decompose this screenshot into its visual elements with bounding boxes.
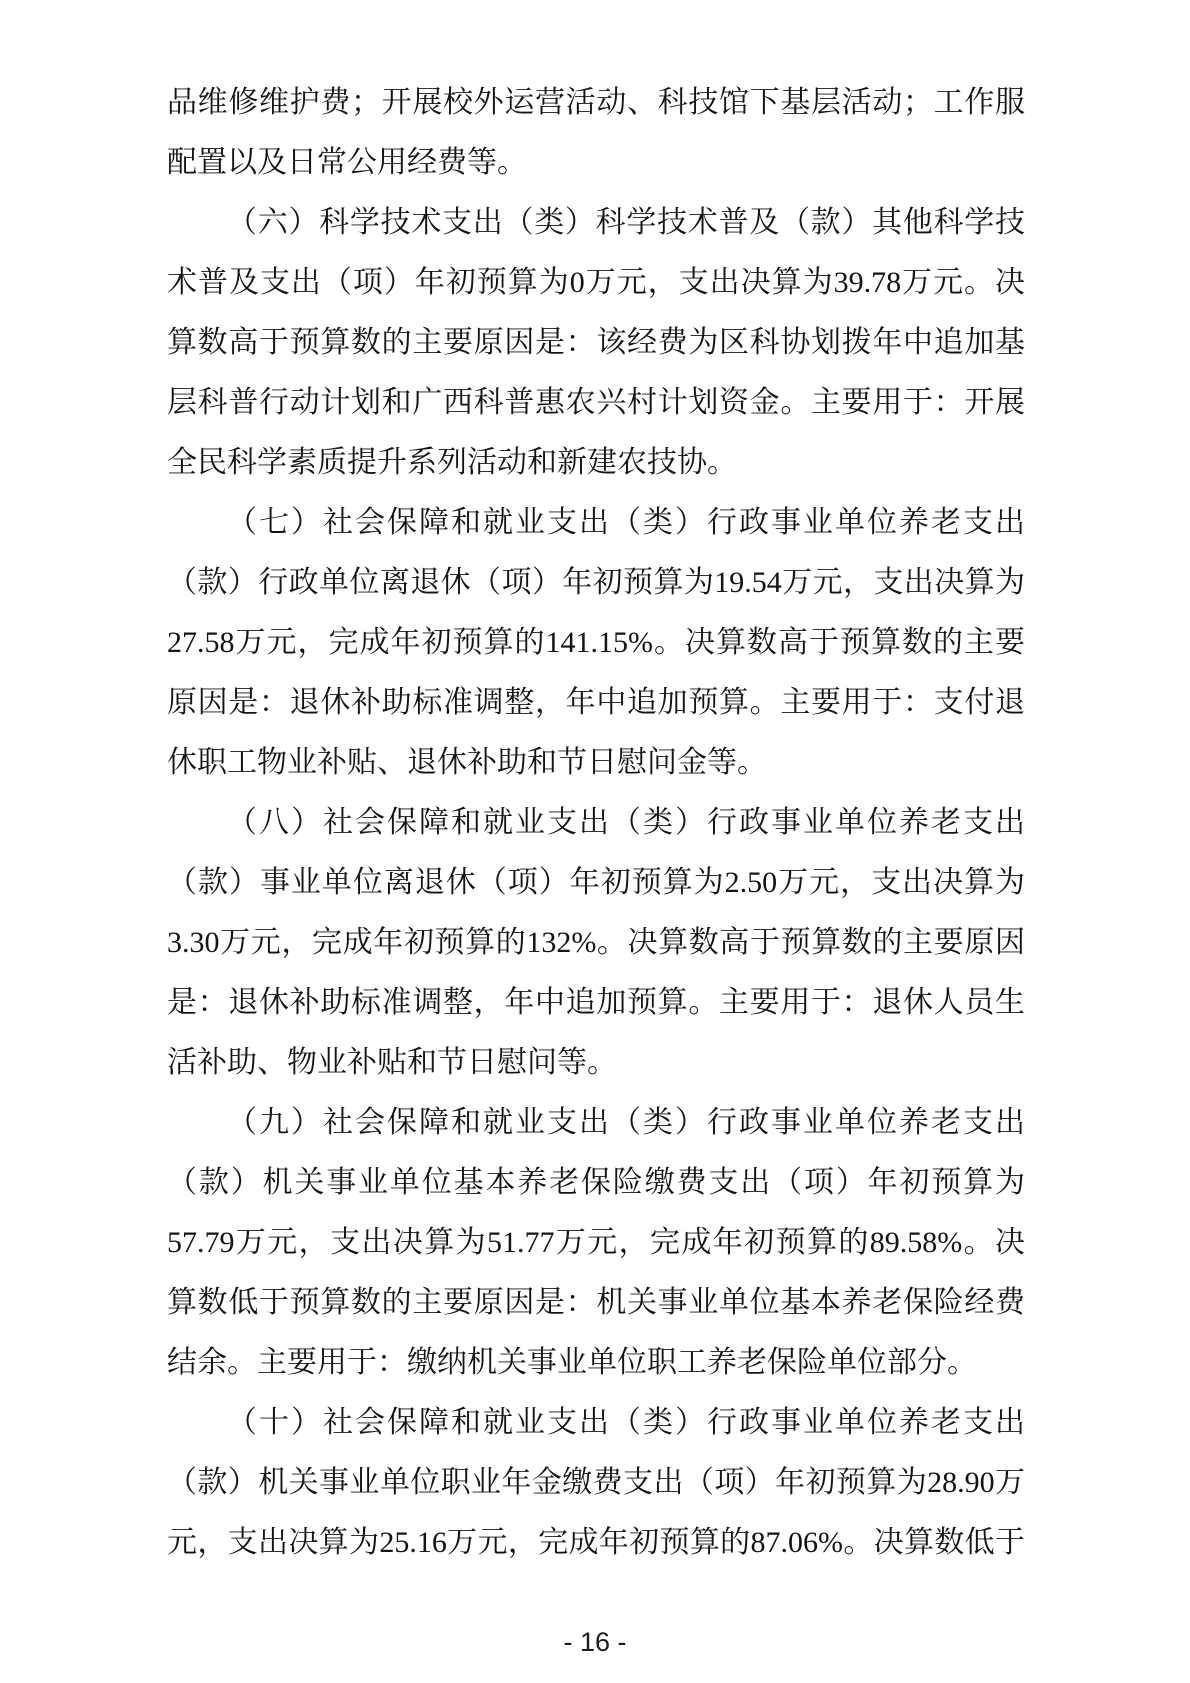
text-line: 27.58万元，完成年初预算的141.15%。决算数高于预算数的主要 <box>167 626 1025 659</box>
text-line: （款）事业单位离退休（项）年初预算为2.50万元，支出决算为 <box>167 866 1025 899</box>
document-body <box>167 73 1025 1573</box>
text-line: 结余。主要用于：缴纳机关事业单位职工养老保险单位部分。 <box>167 1346 977 1379</box>
text-line-paragraph-start: （十）社会保障和就业支出（类）行政事业单位养老支出 <box>227 1406 1025 1439</box>
text-line: （款）机关事业单位职业年金缴费支出（项）年初预算为28.90万 <box>167 1466 1025 1499</box>
text-line: 术普及支出（项）年初预算为0万元，支出决算为39.78万元。决 <box>167 266 1025 299</box>
text-line-paragraph-start: （九）社会保障和就业支出（类）行政事业单位养老支出 <box>227 1106 1025 1139</box>
text-line: 是：退休补助标准调整，年中追加预算。主要用于：退休人员生 <box>167 986 1025 1019</box>
text-line: 配置以及日常公用经费等。 <box>167 146 527 179</box>
text-line: 算数高于预算数的主要原因是：该经费为区科协划拨年中追加基 <box>167 326 1025 359</box>
text-line: 休职工物业补贴、退休补助和节日慰问金等。 <box>167 746 767 779</box>
text-line-paragraph-start: （七）社会保障和就业支出（类）行政事业单位养老支出 <box>227 506 1025 539</box>
page-footer <box>0 1622 1190 1662</box>
text-line: 算数低于预算数的主要原因是：机关事业单位基本养老保险经费 <box>167 1286 1025 1319</box>
text-line: 品维修维护费；开展校外运营活动、科技馆下基层活动；工作服 <box>167 86 1025 119</box>
text-line: 活补助、物业补贴和节日慰问等。 <box>167 1046 617 1079</box>
page-number: - 16 - <box>563 1627 627 1657</box>
text-line: 原因是：退休补助标准调整，年中追加预算。主要用于：支付退 <box>167 686 1025 719</box>
text-line-paragraph-start: （六）科学技术支出（类）科学技术普及（款）其他科学技 <box>227 206 1025 239</box>
text-line: （款）机关事业单位基本养老保险缴费支出（项）年初预算为 <box>167 1166 1025 1199</box>
text-line: 57.79万元，支出决算为51.77万元，完成年初预算的89.58%。决 <box>167 1226 1025 1259</box>
text-line: 全民科学素质提升系列活动和新建农技协。 <box>167 446 737 479</box>
text-line: （款）行政单位离退休（项）年初预算为19.54万元，支出决算为 <box>167 566 1025 599</box>
text-line: 层科普行动计划和广西科普惠农兴村计划资金。主要用于：开展 <box>167 386 1025 419</box>
text-line: 元，支出决算为25.16万元，完成年初预算的87.06%。决算数低于 <box>167 1526 1025 1559</box>
text-line-paragraph-start: （八）社会保障和就业支出（类）行政事业单位养老支出 <box>227 806 1025 839</box>
text-line: 3.30万元，完成年初预算的132%。决算数高于预算数的主要原因 <box>167 926 1025 959</box>
